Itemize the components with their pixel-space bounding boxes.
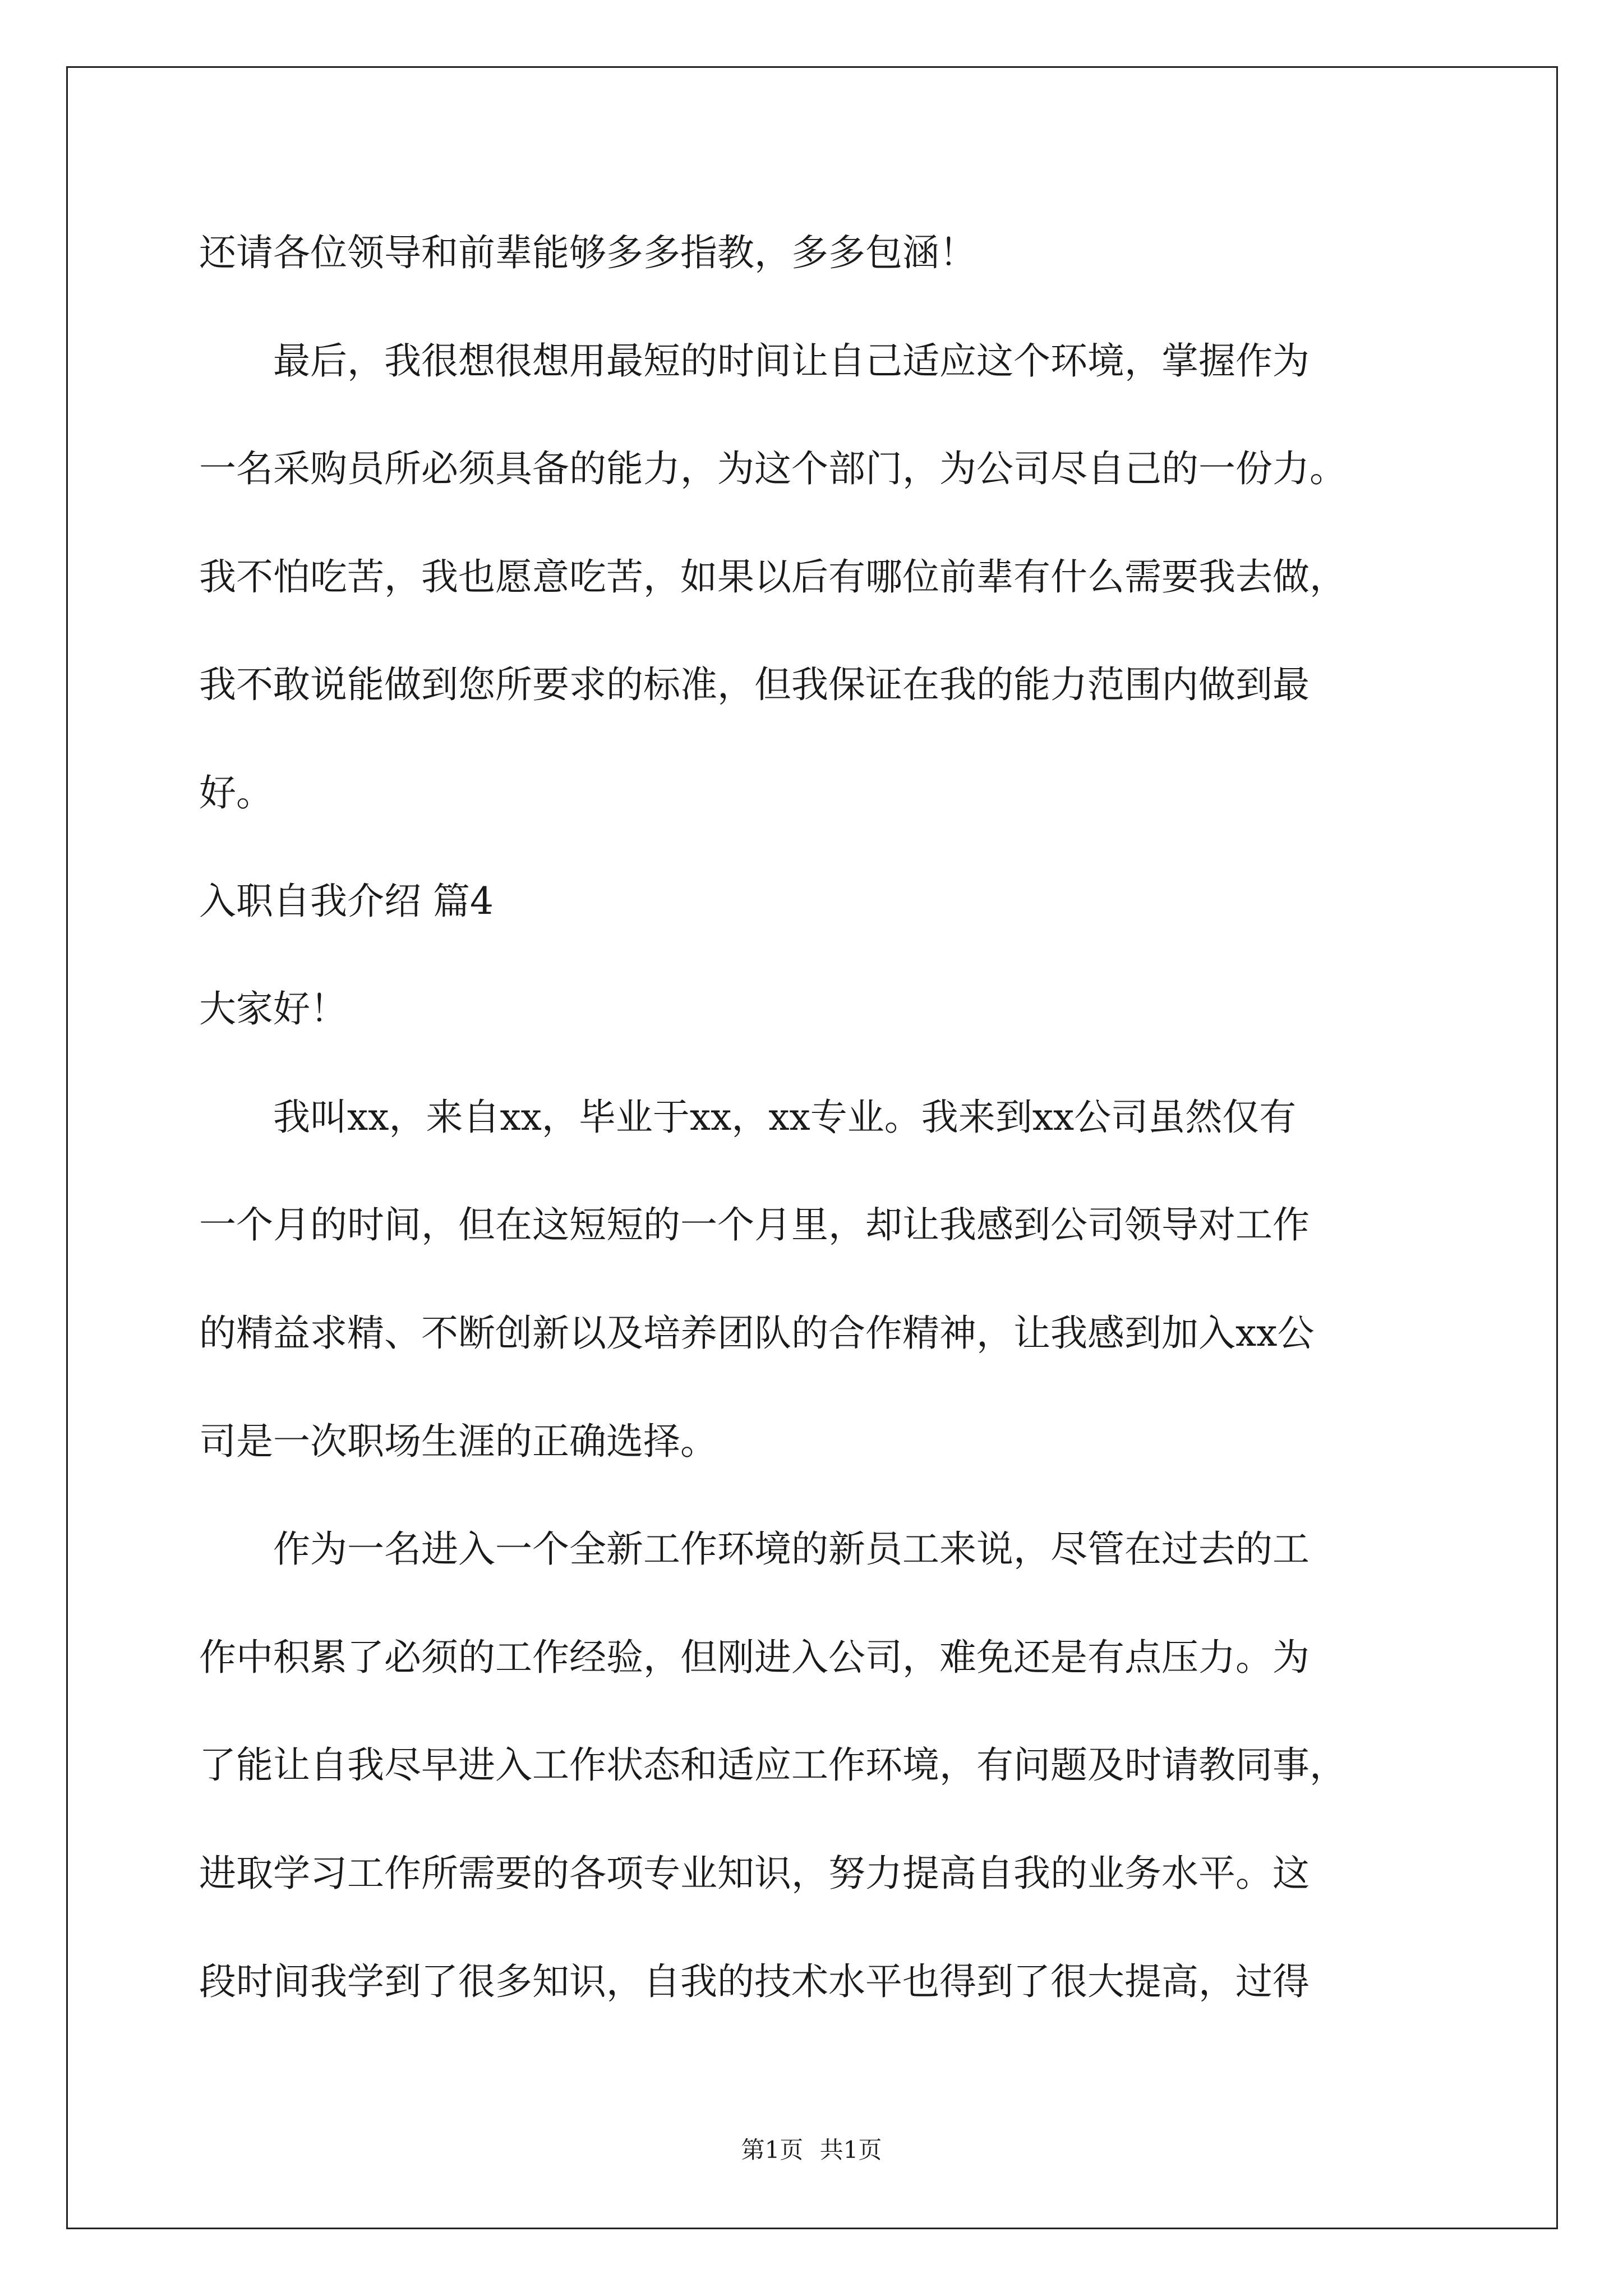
page-number: 第1页 bbox=[741, 2136, 804, 2164]
text-line: 一个月的时间，但在这短短的一个月里，却让我感到公司领导对工作 bbox=[199, 1203, 1310, 1246]
text-line: 还请各位领导和前辈能够多多指教，多多包涵！ bbox=[199, 231, 976, 274]
text-line: 最后，我很想很想用最短的时间让自己适应这个环境，掌握作为 bbox=[199, 339, 1310, 383]
section-heading: 入职自我介绍 篇4 bbox=[199, 880, 494, 923]
text-line: 一名采购员所必须具备的能力，为这个部门，为公司尽自己的一份力。 bbox=[199, 447, 1347, 490]
page-border bbox=[66, 66, 1558, 2229]
text-line: 我不敢说能做到您所要求的标准，但我保证在我的能力范围内做到最 bbox=[199, 663, 1310, 706]
text-line: 段时间我学到了很多知识，自我的技术水平也得到了很大提高，过得 bbox=[199, 1960, 1310, 2003]
text-line: 作中积累了必须的工作经验，但刚进入公司，难免还是有点压力。为 bbox=[199, 1636, 1310, 1679]
text-line: 好。 bbox=[199, 771, 273, 815]
text-line: 我不怕吃苦，我也愿意吃苦，如果以后有哪位前辈有什么需要我去做， bbox=[199, 555, 1347, 599]
text-line: 了能让自我尽早进入工作状态和适应工作环境，有问题及时请教同事， bbox=[199, 1743, 1347, 1787]
text-line: 作为一名进入一个全新工作环境的新员工来说，尽管在过去的工 bbox=[199, 1527, 1310, 1571]
text-line: 进取学习工作所需要的各项专业知识，努力提高自我的业务水平。这 bbox=[199, 1852, 1310, 1895]
text-line: 我叫xx，来自xx，毕业于xx，xx专业。我来到xx公司虽然仅有 bbox=[199, 1096, 1297, 1139]
text-line: 的精益求精、不断创新以及培养团队的合作精神，让我感到加入xx公 bbox=[199, 1312, 1315, 1355]
page-footer bbox=[0, 2138, 1623, 2162]
text-line: 司是一次职场生涯的正确选择。 bbox=[199, 1420, 717, 1463]
page-total: 共1页 bbox=[819, 2136, 882, 2164]
greeting-line: 大家好！ bbox=[199, 987, 347, 1030]
